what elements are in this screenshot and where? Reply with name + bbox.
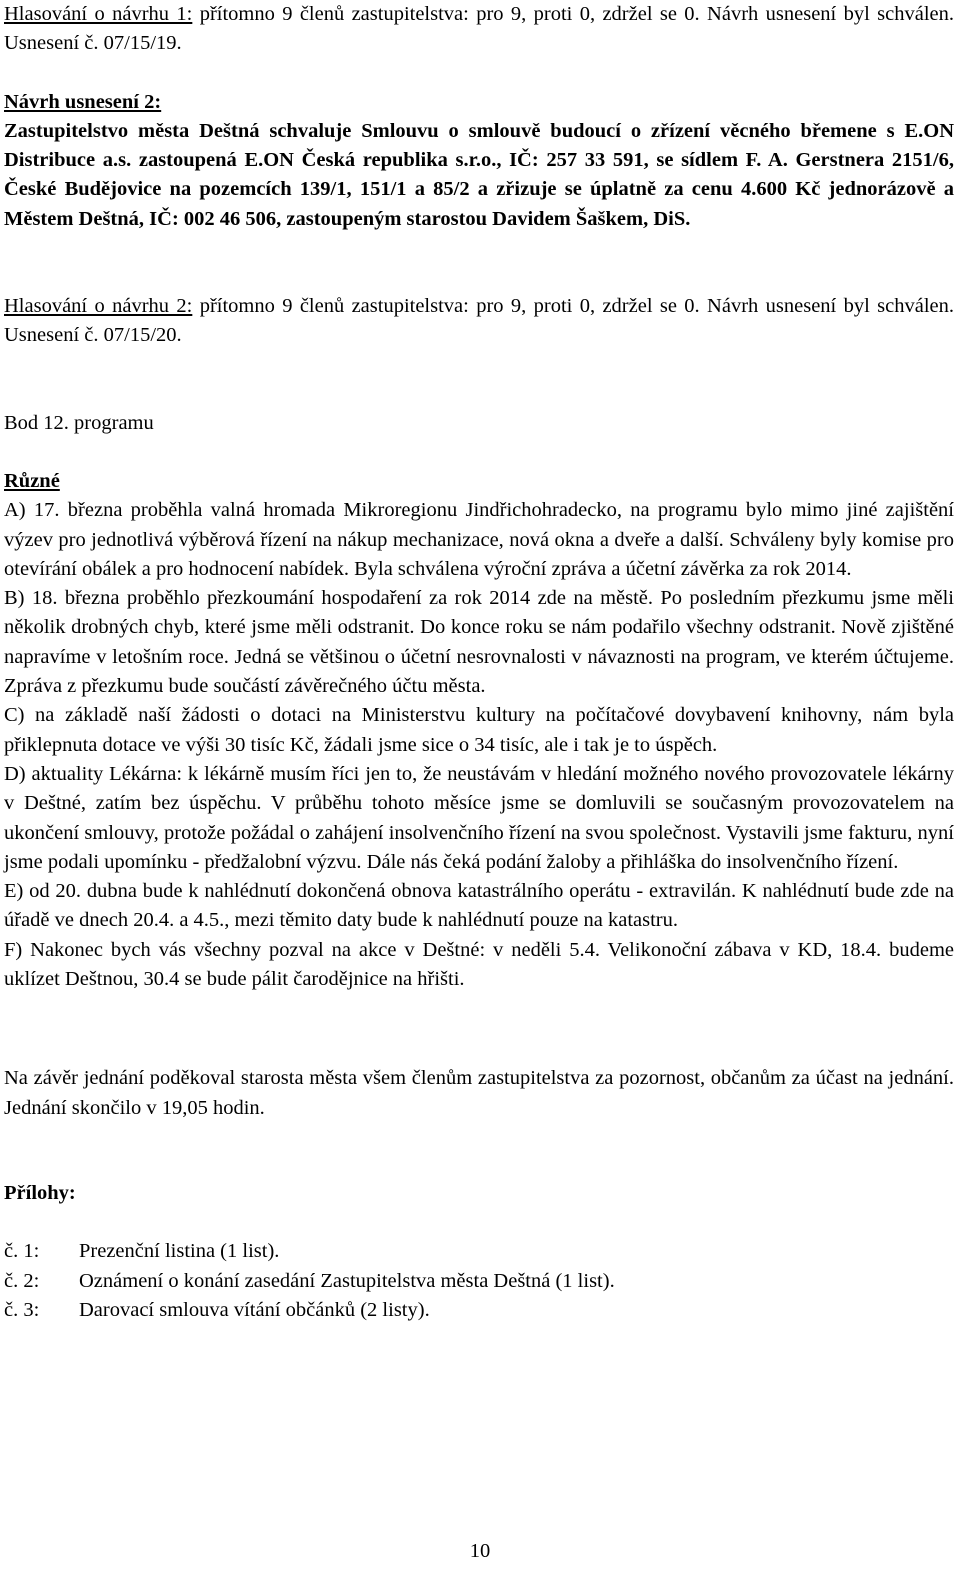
attachment-text: Darovací smlouva vítání občánků (2 listy). [79, 1298, 430, 1321]
vote-1-label: Hlasování o návrhu 1: [4, 3, 193, 25]
attachment-number: č. 1: [4, 1240, 40, 1263]
vote-2-text: přítomno 9 členů zastupitelstva: pro 9, proti 0, zdržel se 0. Návrh usnesení byl schválen. Usnesení č. 07/15/20. [4, 295, 954, 347]
document-page [4, 0, 954, 1325]
vote-1-text: přítomno 9 členů zastupitelstva: pro 9, proti 0, zdržel se 0. Návrh usnesení byl schválen. Usnesení č. 07/15/19. [4, 3, 954, 55]
proposal-2-text: Zastupitelstvo města Deštná schvaluje Smlouvu o smlouvě budoucí o zřízení věcného břemene s E.ON Distribuce a.s. zastoupená E.ON Česká republika s.r.o., IČ: 257 33 591, se sídlem F. A. Gerstnera 2151/6, České Budějovice na pozemcích 139/1, 151/1 a 85/2 a zřizuje se úplatně za cenu 4.600 Kč jednorázově a Městem Deštná, IČ: 002 46 506, zastoupeným starostou Davidem Šaškem, DiS. [4, 119, 954, 230]
section-title: Různé [4, 469, 60, 492]
attachment-item [4, 1296, 954, 1325]
page-number: 10 [469, 1540, 491, 1562]
paragraph-b: B) 18. března proběhlo přezkoumání hospodaření za rok 2014 zde na městě. Po posledním přezkumu jsme měli několik drobných chyb, které jsme měli odstranit. Do konce roku se nám podařilo všechny odstranit. Nově zjištěné napravíme v letošním roce. Jedná se většinou o účetní nesrovnalosti v návaznosti na program, ve kterém účtujeme. Zpráva z přezkumu bude součástí závěrečného účtu města. [4, 587, 954, 698]
attachment-number: č. 2: [4, 1269, 40, 1292]
closing-statement: Na závěr jednání poděkoval starosta města všem členům zastupitelstva za pozornost, občanům za účast na jednání. Jednání skončilo v 19,05 hodin. [4, 1067, 954, 1119]
attachment-text: Oznámení o konání zasedání Zastupitelstva města Deštná (1 list). [79, 1269, 615, 1292]
attachments-title: Přílohy: [4, 1181, 76, 1204]
paragraph-a: A) 17. března proběhla valná hromada Mikroregionu Jindřichohradecko, na programu bylo mimo jiné zajištění výzev pro jednotlivá výběrová řízení na nákup mechanizace, nová okna a dveře a další. Schváleny byly komise pro otevírání obálek a pro hodnocení nabídek. Byla schválena výroční zpráva a účetní závěrka za rok 2014. [4, 499, 954, 580]
attachment-item [4, 1237, 954, 1266]
attachment-number: č. 3: [4, 1298, 40, 1321]
vote-2-label: Hlasování o návrhu 2: [4, 295, 193, 318]
paragraph-f: F) Nakonec bych vás všechny pozval na akce v Deštné: v neděli 5.4. Velikonoční zábava v KD, 18.4. budeme uklízet Deštnou, 30.4 se bude pálit čarodějnice na hřišti. [4, 938, 954, 991]
vote-1-result [4, 0, 954, 59]
paragraph-c: C) na základě naší žádosti o dotaci na Ministerstvu kultury na počítačové dovybavení knihovny, nám byla přiklepnuta dotace ve výši 30 tisíc Kč, žádali jsme sice o 34 tisíc, ale i tak je to úspěch. [4, 704, 954, 756]
paragraph-e: E) od 20. dubna bude k nahlédnutí dokončená obnova katastrálního operátu - extravilán. K nahlédnutí bude zde na úřadě ve dnech 20.4. a 4.5., mezi těmito daty bude k nahlédnutí pouze na katastru. [4, 880, 954, 932]
attachment-text: Prezenční listina (1 list). [79, 1240, 280, 1263]
proposal-2-heading: Návrh usnesení 2: [4, 90, 162, 113]
agenda-item: Bod 12. programu [4, 411, 154, 434]
vote-2-result [4, 292, 954, 351]
attachment-item [4, 1267, 954, 1296]
paragraph-d: D) aktuality Lékárna: k lékárně musím říci jen to, že neustávám v hledání možného nového provozovatele lékárny v Deštné, zatím bez úspěchu. V průběhu tohoto měsíce jsme se domluvili se současným provozovatelem na ukončení smlouvy, protože požádal o zahájení insolvenčního řízení na svou společnost. Vystavili jsme fakturu, nyní jsme podali upomínku - předžalobní výzvu. Dále nás čeká podání žaloby a přihláška do insolvenčního řízení. [4, 762, 954, 873]
